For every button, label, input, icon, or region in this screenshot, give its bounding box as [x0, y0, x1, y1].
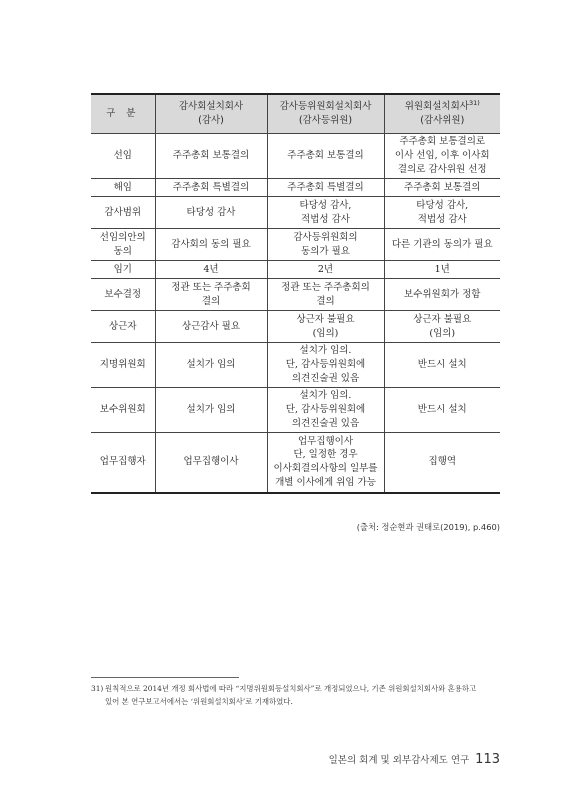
footnote-line-2: 있어 본 연구보고서에서는 ‘위원회설치회사’로 기재하였다. [105, 696, 293, 706]
row-label: 상근자 [91, 311, 155, 343]
table-cell: 타당성 감사 [155, 197, 267, 229]
table-cell: 설치가 임의 [155, 388, 267, 433]
footnote-line-1: 원칙적으로 2014년 개정 회사법에 따라 “지명위원회등설치회사”로 개정되었으나, 기존 위원회설치회사와 혼용하고 [105, 684, 477, 693]
footnote-number: 31) [91, 684, 104, 693]
footnote-reference: 31) [468, 99, 480, 108]
table-row [91, 134, 500, 179]
row-label: 보수결정 [91, 279, 155, 311]
row-label: 감사범위 [91, 197, 155, 229]
table-cell: 상근감사 필요 [155, 311, 267, 343]
table-source-note: (출처: 정순현과 권태로(2019), p.460) [356, 522, 500, 532]
running-title: 일본의 회계 및 외부감사제도 연구 [328, 755, 470, 766]
table-cell: 업무집행이사 단, 일정한 경우 이사회결의사항의 일부를 개별 이사에게 위임 가능 [267, 433, 384, 493]
table-cell: 감사회의 동의 필요 [155, 229, 267, 261]
table-cell: 설치가 임의 [155, 343, 267, 388]
table-row [91, 179, 500, 197]
table-header-row [91, 94, 500, 134]
table-row [91, 229, 500, 261]
page-footer [329, 752, 500, 767]
row-label: 임기 [91, 261, 155, 279]
header-category: 구 분 [91, 94, 155, 134]
table-cell: 주주총회 보통결의로 이사 선임, 이후 이사회 결의로 감사위원 선정 [384, 134, 500, 179]
table-cell: 정관 또는 주주총회 결의 [155, 279, 267, 311]
row-label: 보수위원회 [91, 388, 155, 433]
table-cell: 업무집행이사 [155, 433, 267, 493]
page-number: 113 [475, 752, 500, 767]
table-row [91, 433, 500, 493]
row-label: 선임의안의 동의 [91, 229, 155, 261]
table-cell: 반드시 설치 [384, 343, 500, 388]
table-cell: 주주총회 보통결의 [155, 134, 267, 179]
table-header [91, 94, 500, 134]
table-cell: 감사등위원회의 동의가 필요 [267, 229, 384, 261]
table-cell: 설치가 임의. 단, 감사등위원회에 의견진술권 있음 [267, 343, 384, 388]
table-cell: 집행역 [384, 433, 500, 493]
header-audit-committee-company: 감사등위원회설치회사 (감사등위원) [267, 94, 384, 134]
footnote-divider [91, 677, 239, 678]
comparison-table [91, 93, 500, 494]
row-label: 해임 [91, 179, 155, 197]
table-cell: 주주총회 보통결의 [384, 179, 500, 197]
table-cell: 반드시 설치 [384, 388, 500, 433]
table-row [91, 261, 500, 279]
table-cell: 상근자 불필요 (임의) [384, 311, 500, 343]
table-cell: 주주총회 특별결의 [155, 179, 267, 197]
table-cell: 상근자 불필요 (임의) [267, 311, 384, 343]
header-committee-company [384, 94, 500, 134]
row-label: 업무집행자 [91, 433, 155, 493]
footnote [91, 683, 501, 709]
table-cell: 1년 [384, 261, 500, 279]
header-committee-company-label: 위원회설치회사 [404, 101, 469, 113]
row-label: 선임 [91, 134, 155, 179]
table-cell: 보수위원회가 정함 [384, 279, 500, 311]
table-cell: 설치가 임의. 단, 감사등위원회에 의견진술권 있음 [267, 388, 384, 433]
table-row [91, 197, 500, 229]
table-cell: 정관 또는 주주총회의 결의 [267, 279, 384, 311]
table-body [91, 134, 500, 493]
header-audit-board-company: 감사회설치회사 (감사) [155, 94, 267, 134]
table-cell: 다른 기관의 동의가 필요 [384, 229, 500, 261]
table-row [91, 343, 500, 388]
header-committee-company-sub: (감사위원) [420, 115, 465, 126]
table-cell: 주주총회 특별결의 [267, 179, 384, 197]
row-label: 지명위원회 [91, 343, 155, 388]
table-cell: 타당성 감사, 적법성 감사 [267, 197, 384, 229]
table-row [91, 311, 500, 343]
table-cell: 2년 [267, 261, 384, 279]
table-cell: 4년 [155, 261, 267, 279]
table-row [91, 388, 500, 433]
table-row [91, 279, 500, 311]
table-cell: 타당성 감사, 적법성 감사 [384, 197, 500, 229]
table-cell: 주주총회 보통결의 [267, 134, 384, 179]
